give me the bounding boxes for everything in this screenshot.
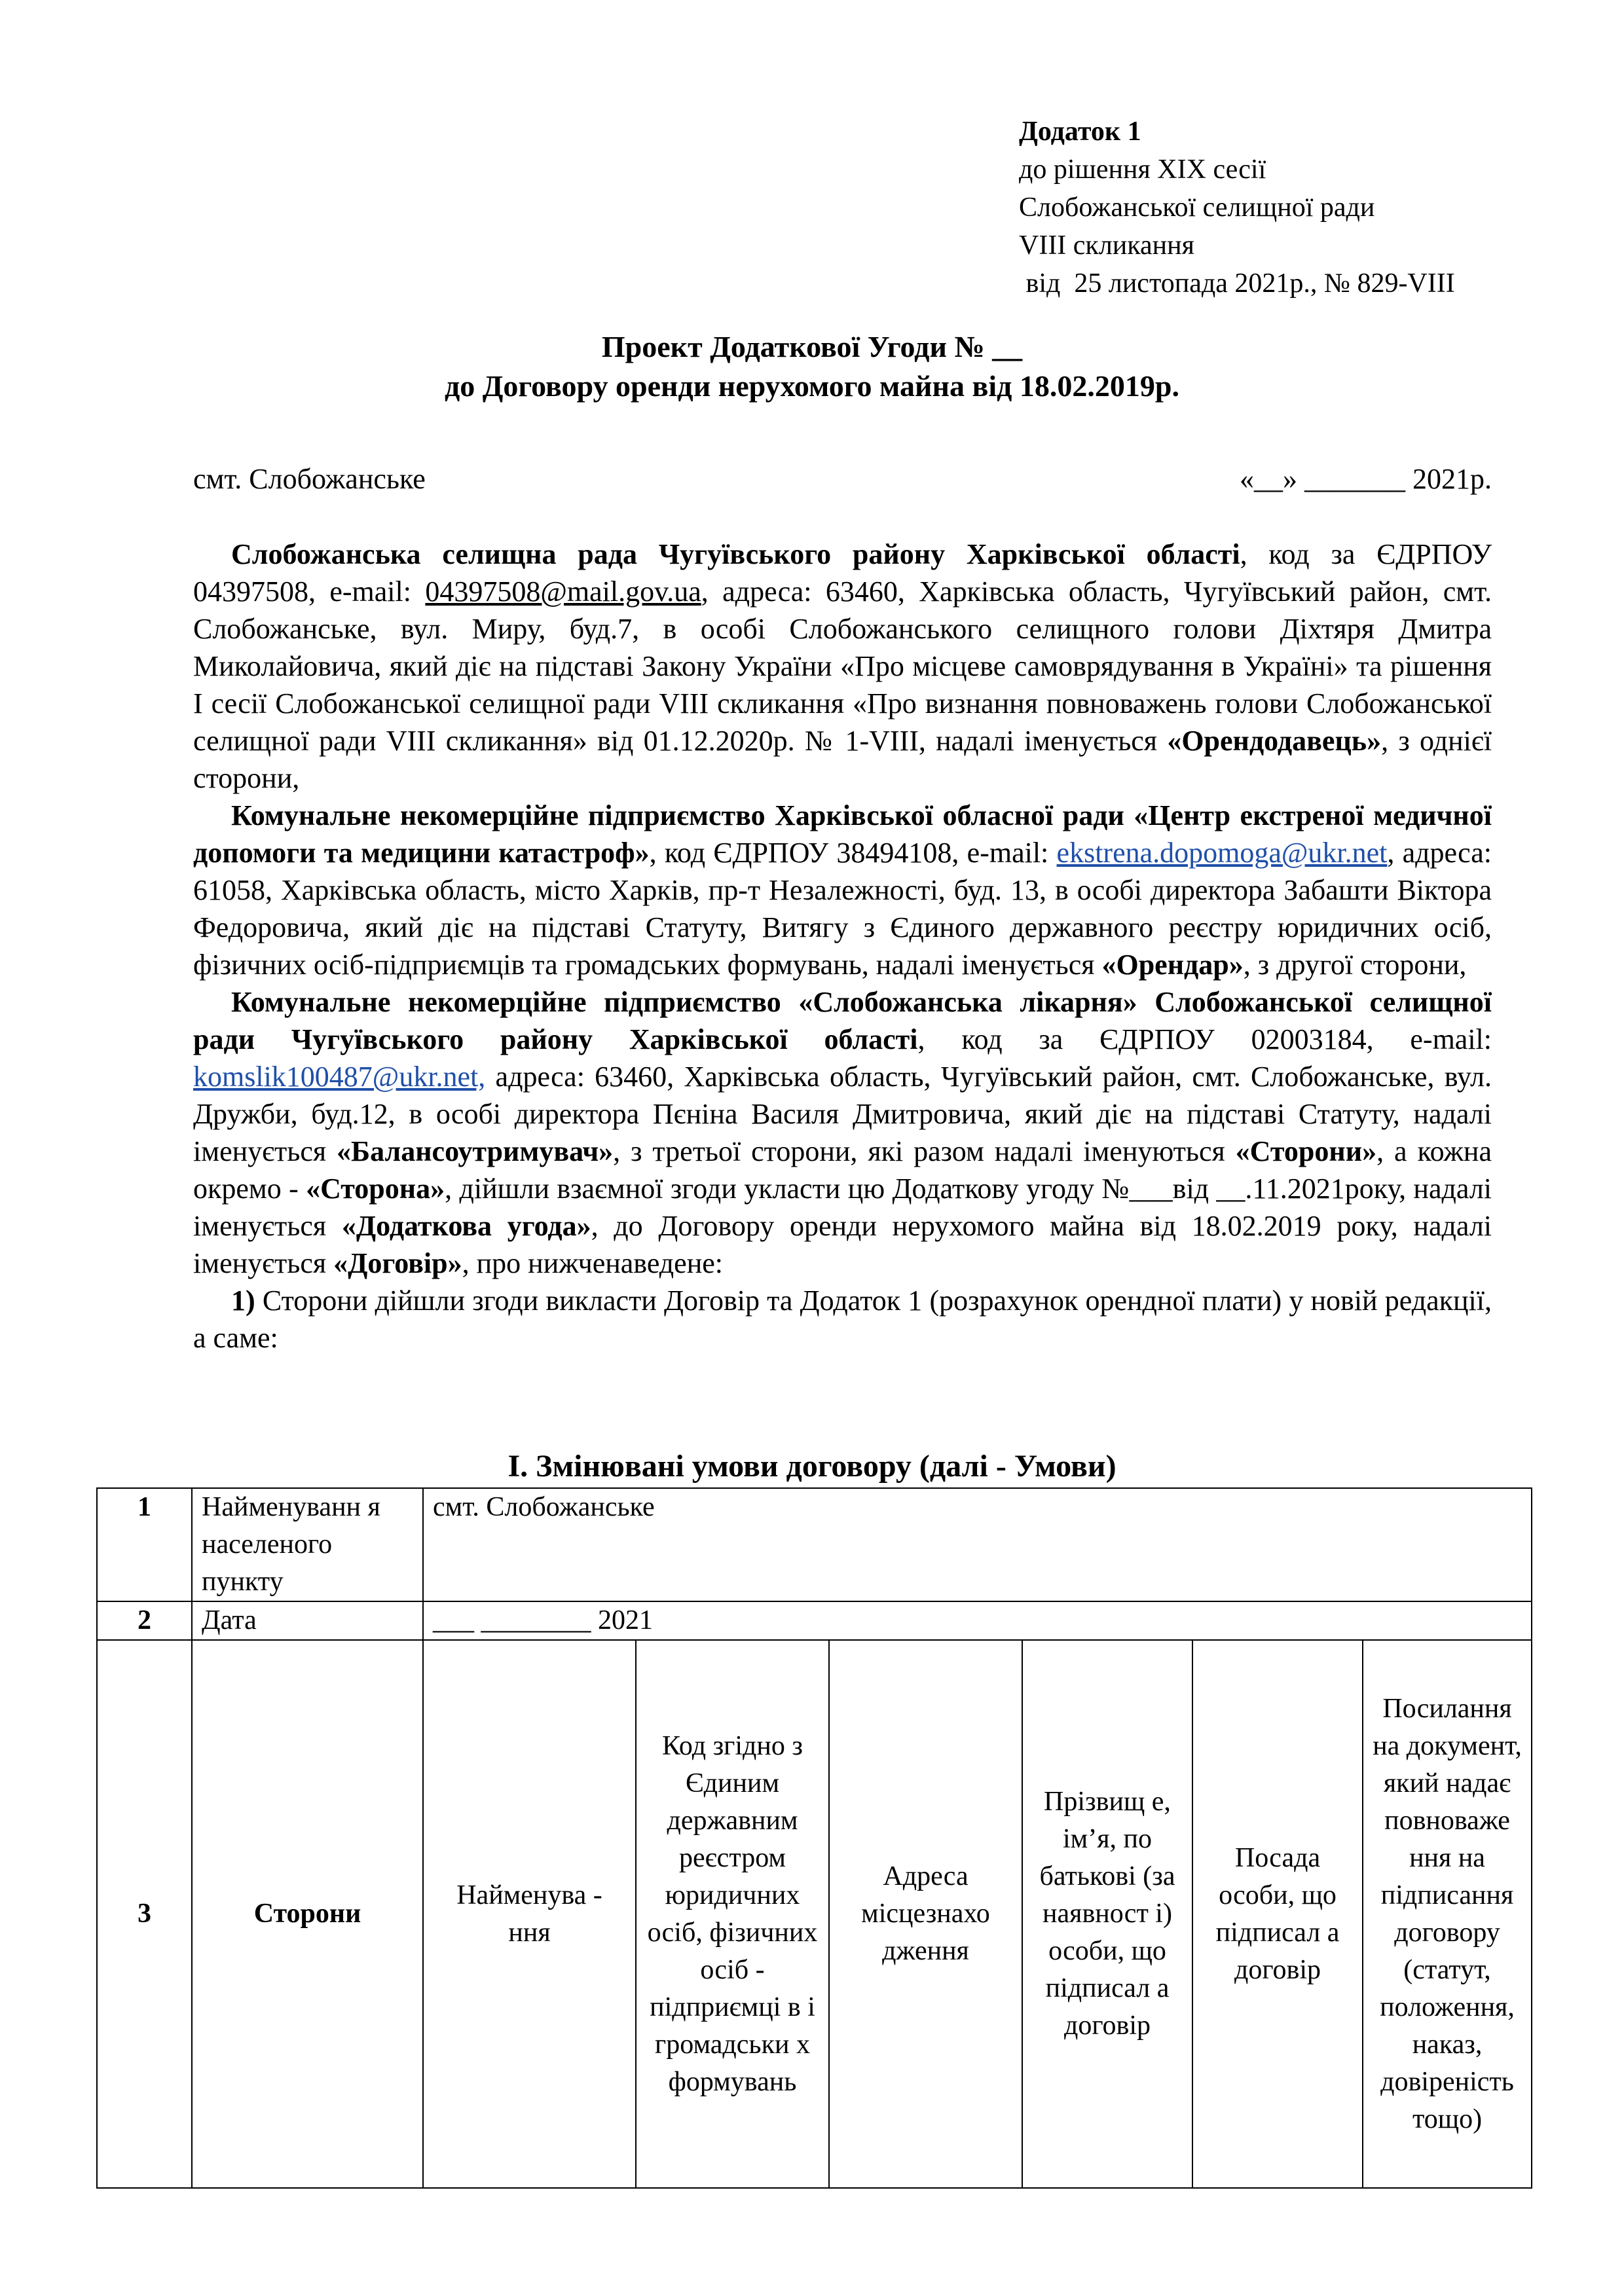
- row-number: 2: [97, 1601, 192, 1640]
- row-value: ___ ________ 2021: [423, 1601, 1532, 1640]
- table-row: [97, 1601, 1532, 1640]
- appendix-line: від 25 листопада 2021р., № 829-VIII: [1019, 268, 1455, 299]
- role-label: «Сторона»: [306, 1173, 445, 1205]
- row-label: Найменуванн я населеного пункту: [192, 1488, 423, 1601]
- appendix-line: до рішення ХІХ сесії: [1019, 155, 1266, 185]
- role-label: «Сторони»: [1235, 1135, 1377, 1167]
- role-label: «Орендодавець»: [1167, 725, 1382, 757]
- row-number: 1: [97, 1488, 192, 1601]
- party-name: Комунальне некомерційне підприємство Харківської обласної ради «Центр екстреної медичної допомоги та медицини катастроф»: [193, 799, 1492, 869]
- appendix-line: VIII скликання: [1019, 230, 1194, 261]
- agreement-body: [193, 536, 1492, 1357]
- document-subtitle: до Договору оренди нерухомого майна від 18.02.2019р.: [444, 369, 1180, 403]
- appendix-line: Слобожанської селищної ради: [1019, 192, 1375, 223]
- clause-number: 1): [231, 1285, 255, 1317]
- column-header: Прізвищ е, ім’я, по батькові (за наявност і) особи, що підписал а договір: [1022, 1640, 1192, 2188]
- column-header: Найменува - ння: [423, 1640, 636, 2188]
- clause-1: 1) Сторони дійшли згоди викласти Договір та Додаток 1 (розрахунок орендної плати) у новій редакції, а саме:: [193, 1285, 1492, 1354]
- role-label: «Додаткова угода»: [341, 1210, 591, 1242]
- email-link[interactable]: ekstrena.dopomoga@ukr.net: [1056, 837, 1388, 869]
- email-link[interactable]: komslik100487@ukr.net,: [193, 1061, 486, 1093]
- place: смт. Слобожанське: [193, 463, 426, 495]
- appendix-header: [1019, 113, 1455, 302]
- row-value: смт. Слобожанське: [423, 1488, 1532, 1601]
- email-text: 04397508@mail.gov.ua: [425, 575, 701, 608]
- column-header: Код згідно з Єдиним державним реєстром юридичних осіб, фізичних осіб - підприємці в і громадськи х формувань: [636, 1640, 829, 2188]
- party-name: Слобожанська селищна рада Чугуївського району Харківської області: [231, 538, 1240, 570]
- role-label: «Орендар»: [1101, 949, 1244, 981]
- conditions-table: [96, 1487, 1532, 2189]
- party-name: Комунальне некомерційне підприємство «Слобожанська лікарня» Слобожанської селищної ради Чугуївського району Харківської області: [193, 986, 1492, 1055]
- row-label: Сторони: [192, 1640, 423, 2188]
- appendix-heading: Додаток 1: [1019, 117, 1141, 147]
- row-number: 3: [97, 1640, 192, 2188]
- column-header: Адреса місцезнахо дження: [829, 1640, 1022, 2188]
- column-header: Посада особи, що підписал а договір: [1192, 1640, 1363, 2188]
- section-title: I. Змінювані умови договору (далі - Умови): [507, 1449, 1116, 1484]
- table-row: [97, 1640, 1532, 2188]
- table-row: [97, 1488, 1532, 1601]
- party-tenant-paragraph: Комунальне некомерційне підприємство Харківської обласної ради «Центр екстреної медичної допомоги та медицини катастроф», код ЄДРПОУ 38494108, e-mail: ekstrena.dopomoga@ukr.net, адреса: 61058, Харківська область, місто Харків, пр-т Незалежності, буд. 13, в особі директора Забашти Віктора Федоровича, який діє на підставі Статуту, Витягу з Єдиного державного реєстру юридичних осіб, фізичних осіб-підприємців та громадських формувань, надалі іменується «Орендар», з другої сторони,: [193, 799, 1492, 981]
- party-balance-holder-paragraph: Комунальне некомерційне підприємство «Слобожанська лікарня» Слобожанської селищної ради Чугуївського району Харківської області, код за ЄДРПОУ 02003184, e-mail: komslik100487@ukr.net, адреса: 63460, Харківська область, Чугуївський район, смт. Слобожанське, вул. Дружби, буд.12, в особі директора Пєніна Василя Дмитровича, який діє на підставі Статуту, надалі іменується «Балансоутримувач», з третьої сторони, які разом надалі іменуються «Сторони», а кожна окремо - «Сторона», дійшли взаємної згоди укласти цю Додаткову угоду №___від __.11.2021року, надалі іменується «Додаткова угода», до Договору оренди нерухомого майна від 18.02.2019 року, надалі іменується «Договір», про нижченаведене:: [193, 986, 1492, 1279]
- date: «__» _______ 2021р.: [1240, 463, 1492, 495]
- row-label: Дата: [192, 1601, 423, 1640]
- party-landlord-paragraph: Слобожанська селищна рада Чугуївського району Харківської області, код за ЄДРПОУ 04397508, e-mail: 04397508@mail.gov.ua, адреса: 63460, Харківська область, Чугуївський район, смт. Слобожанське, вул. Миру, буд.7, в особі Слобожанського селищного голови Діхтяря Дмитра Миколайовича, який діє на підставі Закону України «Про місцеве самоврядування в Україні» та рішення І сесії Слобожанської селищної ради VIII скликання «Про визнання повноважень голови Слобожанської селищної ради VIII скликання» від 01.12.2020р. № 1-VIII, надалі іменується «Орендодавець», з однієї сторони,: [193, 538, 1492, 794]
- role-label: «Балансоутримувач»: [337, 1135, 614, 1167]
- document-title: Проект Додаткової Угоди № __: [601, 330, 1023, 363]
- column-header: Посилання на документ, який надає повноваже ння на підписання договору (статут, положення, наказ, довіреність тощо): [1363, 1640, 1532, 2188]
- role-label: «Договір»: [333, 1247, 462, 1279]
